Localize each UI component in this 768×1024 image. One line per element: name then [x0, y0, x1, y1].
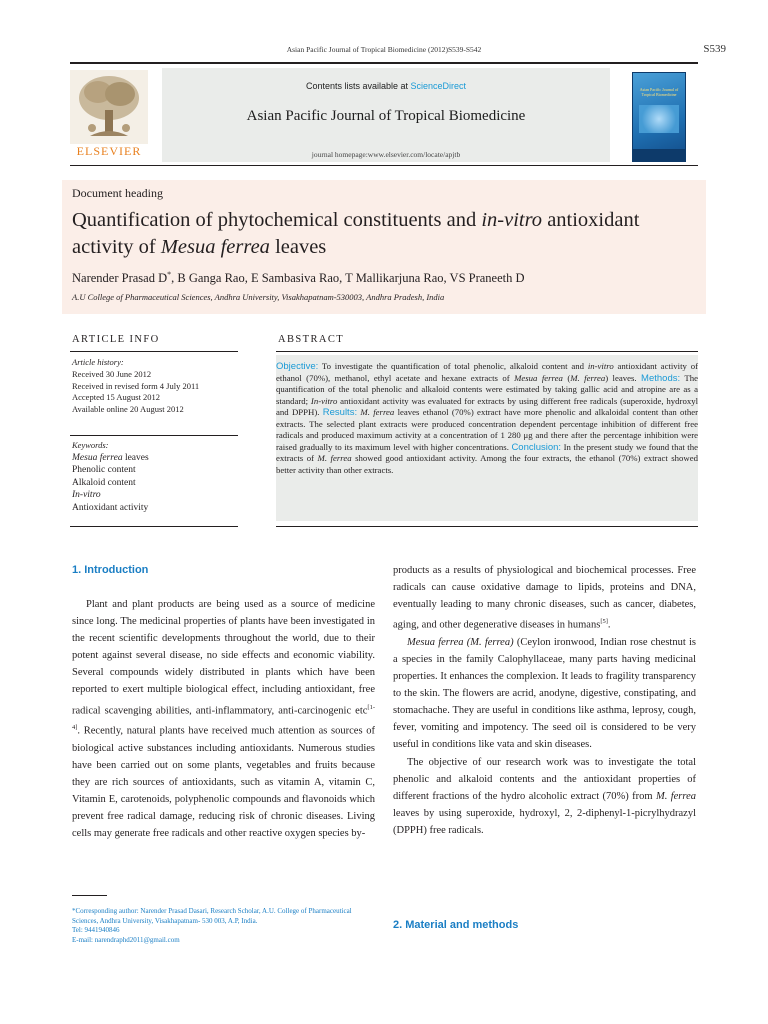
keyword-item: Phenolic content — [72, 465, 136, 476]
history-label: Article history: — [72, 357, 124, 367]
left-column-text: Plant and plant products are being used as a source of medicine since long. The medicinal properties of plants have been investigated in the recent scientific developments throughout the world, due to their potent against several disease, no side effects and economic viability. Several compounds widely distributed in plants which have been reported to exert multiple biological effect, including antioxidant, free radical scavenging abilities, anti-inflammatory, anti-carcinogenic etc[1-4]. Recently, natural plants have received much attention as sources of biological active substances including antioxidants. Numerous studies have been carried out on some plants, vegetables and fruits because they are rich sources of antioxidants, such as vitamin A, vitamin C, Vitamin E, carotenoids, polyphenolic compounds and flavonoids which prevent free radical damage, reducing risk of chronic diseases. Living cells may generate free radicals and other reactive oxygen species by- — [72, 599, 375, 840]
article-info-heading: ARTICLE INFO — [72, 334, 160, 345]
history-item: Received 30 June 2012 — [72, 368, 152, 379]
page-number: S539 — [703, 43, 726, 55]
cover-strip — [633, 149, 685, 161]
methods-label: Methods: — [641, 372, 681, 384]
keyword-item: Alkaloid content — [72, 477, 136, 488]
methods-heading: 2. Material and methods — [393, 919, 519, 931]
author-list: Narender Prasad D*, B Ganga Rao, E Sambasiva Rao, T Mallikarjuna Rao, VS Praneeth D — [72, 270, 525, 286]
journal-homepage[interactable]: journal homepage:www.elsevier.com/locate/apjtb — [311, 150, 461, 159]
journal-cover — [632, 72, 686, 162]
journal-name: Asian Pacific Journal of Tropical Biomedicine — [246, 108, 526, 124]
affiliation: A.U College of Pharmaceutical Sciences, Andhra University, Visakhapatnam-530003, Andhra Pradesh, India — [72, 292, 445, 302]
conclusion-label: Conclusion: — [511, 441, 562, 453]
running-head: Asian Pacific Journal of Tropical Biomedicine (2012)S539-S542 — [286, 45, 482, 54]
abstract-text: Objective: To investigate the quantification of total phenolic, alkaloid content and in-vitro antioxidant activity of ethanol (70%), methanol, ethyl acetate and hexane extracts of Mesua ferrea (M. ferrea) leaves. Methods: The quantification of the total phenolic and alkaloid contents were estimated by taking gallic acid and atropine are as a standard; In-vitro antioxidant activity was evaluated for extracts by using different free radicals (superoxide, hydroxyl and DPPH). Results: M. ferrea leaves ethanol (70%) extract have more phenolic and alkaloidal content than other extracts. The selected plant extracts were produced concentration dependent percentage inhibition of different free radicals and produced maximum activity at a concentration of 1 280 μg and there after the percentage inhibition were raised gradually to its maximum level with higher concentrations. Conclusion: In the present study we found that the extracts of M. ferrea showed good antioxidant activity. Among the four extracts, the ethanol (70%) extract showed better activity than other extracts. — [276, 361, 699, 475]
article-title: Quantification of phytochemical constituents and in-vitro antioxidant activity of Mesua ferrea leaves — [72, 209, 640, 258]
contents-line — [162, 81, 610, 91]
masthead-rule — [70, 165, 698, 166]
article-history — [72, 357, 242, 416]
cover-title: Asian Pacific Journal of Tropical Biomedicine — [639, 87, 679, 97]
abstract-rule — [276, 351, 698, 352]
cover-image — [639, 105, 679, 133]
keywords-rule — [70, 526, 238, 527]
keywords-label: Keywords: — [72, 440, 109, 450]
keyword-item: Antioxidant activity — [72, 502, 149, 513]
corresponding-author-footnote: *Corresponding author: Narender Prasad Dasari, Research Scholar, A.U. College of Pharmaceutical Sciences, Andhra University, Visakhapatnam- 530 003, A.P, India. Tel: 9441940846 E-mail: narendraphd2011@gmail.com — [72, 907, 352, 944]
article-info-rule — [70, 351, 238, 352]
publisher-logo-text: ELSEVIER — [76, 144, 142, 158]
results-label: Results: — [322, 407, 358, 418]
keywords — [72, 440, 242, 514]
history-item: Available online 20 August 2012 — [72, 404, 184, 415]
sciencedirect-link[interactable]: ScienceDirect — [410, 81, 467, 91]
elsevier-logo — [70, 70, 148, 160]
keyword-item: In-vitro — [72, 490, 101, 501]
right-column-text: products as a results of physiological and biochemical processes. Free radicals can cause oxidative damage to lipids, proteins and DNA, eventually leading to many chronic diseases, such as cancer, diabetes, aging, and other degenerative diseases in humans[5]. Mesua ferrea (M. ferrea) (Ceylon ironwood, Indian rose chestnut is a species in the family Calophyllaceae, many parts having medicinal properties. It enhances the complexion. It leads to fragility transparency to the skin. The flowers are acrid, anodyne, digestive, constipating, and stomachache. They are useful in conditions like asthma, leprosy, cough, fever, vomiting and impotency. The seed oil is considered to be very useful in conditions like vata and skin diseases. The objective of our research work was to investigate the total phenolic and alkaloid contents and the antioxidant properties of different fractions of the hydro alcoholic extract (70%) from M. ferrea leaves by using superoxide, hydroxyl, 2, 2-diphenyl-1-picrylhydrazyl (DPPH) free radicals. — [393, 565, 696, 836]
footnote-rule — [72, 895, 107, 896]
keyword-item: Mesua ferrea leaves — [72, 452, 149, 463]
abstract-heading: ABSTRACT — [278, 334, 345, 345]
document-heading: Document heading — [72, 186, 163, 200]
header-rule — [70, 62, 698, 64]
contents-prefix: Contents lists available at — [305, 81, 411, 91]
abstract-bottom-rule — [276, 526, 698, 527]
objective-label: Objective: — [276, 361, 319, 372]
history-item: Accepted 15 August 2012 — [72, 392, 161, 403]
history-item: Received in revised form 4 July 2011 — [72, 380, 200, 391]
introduction-heading: 1. Introduction — [72, 564, 149, 576]
history-rule — [70, 435, 238, 436]
